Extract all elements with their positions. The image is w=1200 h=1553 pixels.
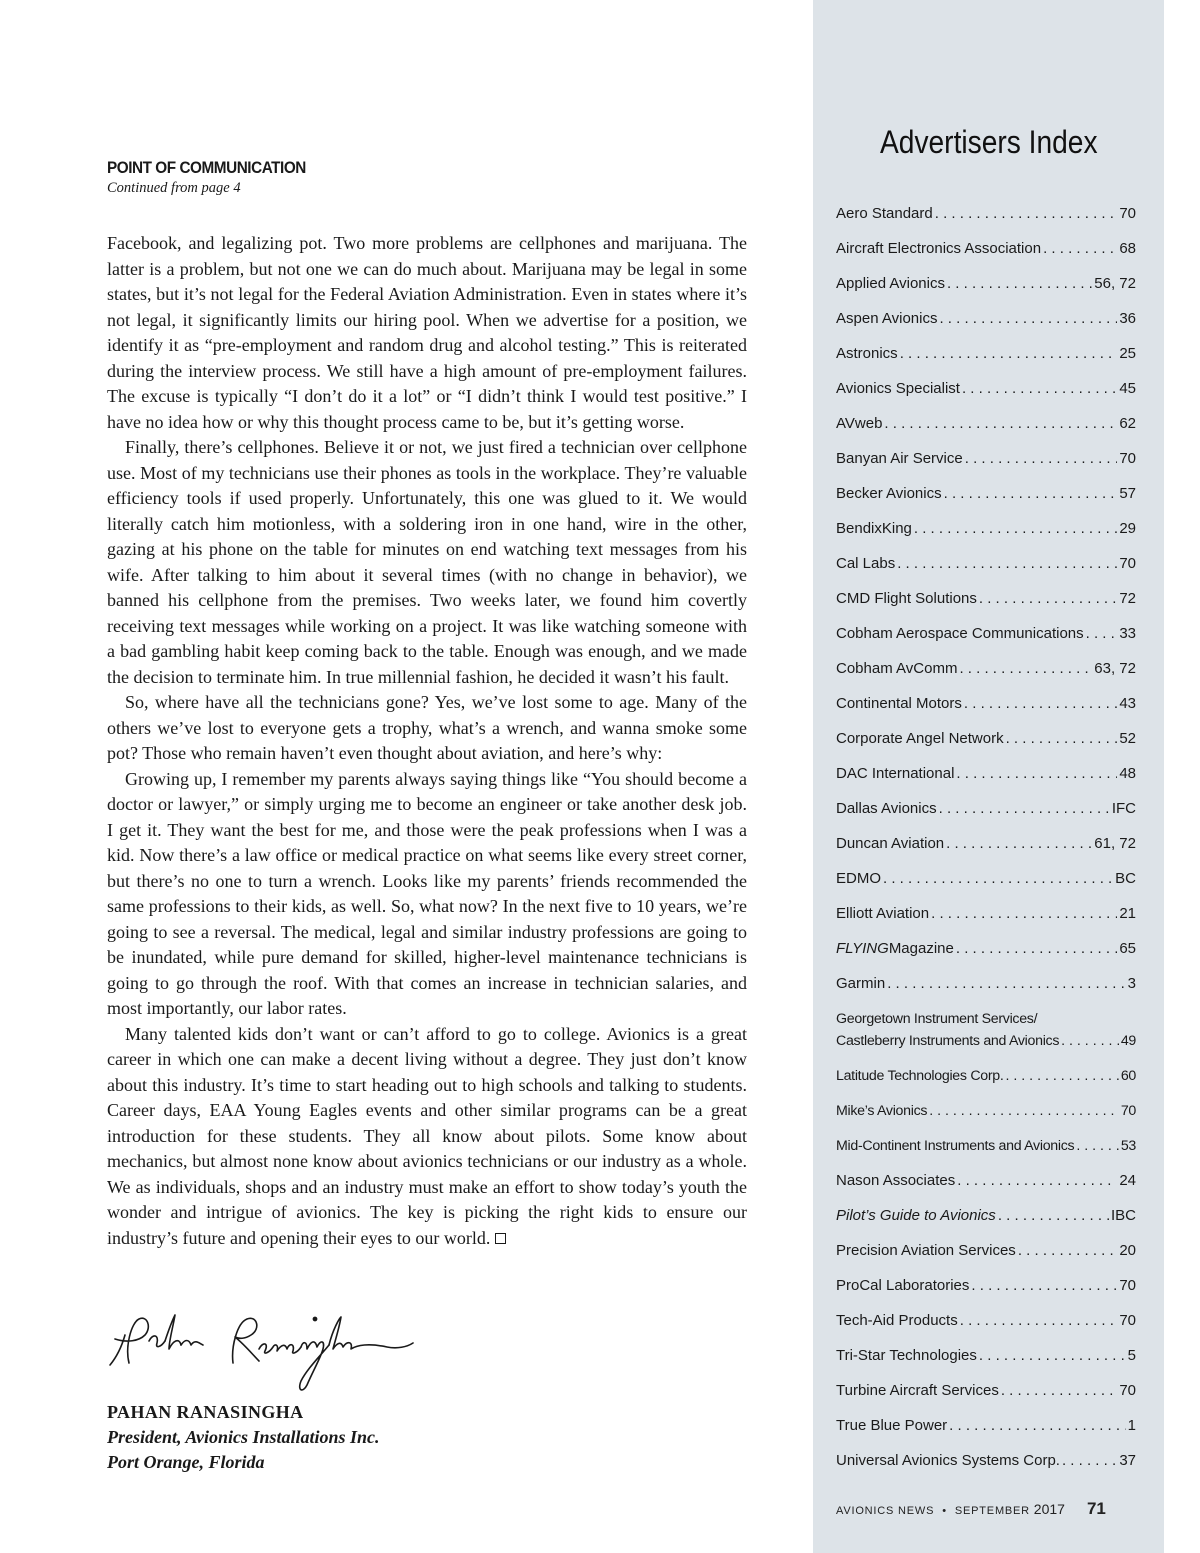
advertiser-entry [836, 1268, 1136, 1303]
advertiser-pages: 37 [1119, 1452, 1136, 1469]
advertiser-entry [836, 1408, 1136, 1443]
advertiser-entry [836, 756, 1136, 791]
advertiser-name: Mid-Continent Instruments and Avionics [836, 1137, 1075, 1154]
advertiser-entry [836, 546, 1136, 581]
signer-title: President, Avionics Installations Inc. [107, 1427, 380, 1447]
advertiser-name: EDMO [836, 870, 881, 887]
advertiser-entry [836, 1163, 1136, 1198]
advertiser-entry [836, 931, 1136, 966]
advertiser-entry [836, 791, 1136, 826]
advertiser-entry [836, 1198, 1136, 1233]
advertiser-name: Tri-Star Technologies [836, 1347, 977, 1364]
advertiser-pages: 65 [1119, 940, 1136, 957]
advertiser-name: Pilot’s Guide to Avionics [836, 1207, 996, 1224]
dot-leader [946, 835, 1092, 852]
dot-leader [949, 1417, 1125, 1434]
advertiser-entry [836, 1128, 1136, 1163]
advertiser-pages: 29 [1119, 520, 1136, 537]
section-label: POINT OF COMMUNICATION [107, 158, 306, 177]
signer-location: Port Orange, Florida [107, 1452, 265, 1472]
advertiser-name: Garmin [836, 975, 886, 992]
signer-name: PAHAN RANASINGHA [107, 1402, 304, 1422]
advertiser-name: Georgetown Instrument Services/ [836, 1010, 1038, 1027]
advertiser-pages: 70 [1119, 1312, 1136, 1329]
advertiser-pages: 45 [1119, 380, 1136, 397]
advertiser-pages: 53 [1120, 1137, 1136, 1154]
advertiser-pages: IFC [1111, 800, 1136, 817]
advertiser-pages: IBC [1110, 1207, 1136, 1224]
dot-leader [939, 800, 1110, 817]
advertiser-entry [836, 1233, 1136, 1268]
advertiser-name: Cobham Aerospace Communications [836, 625, 1084, 642]
advertiser-pages: 70 [1119, 1277, 1136, 1294]
advertiser-pages: 20 [1119, 1242, 1136, 1259]
advertiser-name: Avionics Specialist [836, 380, 960, 397]
dot-leader [883, 870, 1113, 887]
advertiser-pages: 5 [1127, 1347, 1136, 1364]
dot-leader [1086, 625, 1118, 642]
advertiser-entry [836, 301, 1136, 336]
advertiser-name: DAC International [836, 765, 955, 782]
advertiser-pages: 24 [1119, 1172, 1136, 1189]
dot-leader [979, 590, 1117, 607]
advertisers-list [836, 196, 1136, 1478]
article-body [107, 231, 747, 1251]
dot-leader [957, 1172, 1117, 1189]
dot-leader [944, 485, 1118, 502]
advertiser-name: Latitude Technologies Corp. [836, 1067, 1004, 1084]
signature-image [107, 1305, 417, 1400]
dot-leader [1001, 1382, 1117, 1399]
advertiser-pages: 61, 72 [1094, 835, 1136, 852]
advertiser-entry [836, 1338, 1136, 1373]
advertiser-pages: 3 [1127, 975, 1136, 992]
article-paragraph: Facebook, and legalizing pot. Two more problems are cellphones and marijuana. The latter is a problem, but not one we can do much about. Marijuana may be legal in some states, but it’s not legal for the Federal Aviation Administration. Even in states where it’s not legal, it significantly limits our hiring pool. When we advertise for a position, we identify it as “pre-employment and random drug and alcohol testing.” This is reiterated during the interview process. We still have a high amount of pre-employment failures. The excuse is typically “I don’t do it a lot” or “I didn’t think I would test positive.” I have no idea how or why this thought process came to be, but it’s getting worse. [107, 233, 747, 432]
advertiser-entry [836, 616, 1136, 651]
advertiser-pages: 57 [1119, 485, 1136, 502]
advertiser-entry [836, 406, 1136, 441]
dot-leader [956, 765, 1117, 782]
advertiser-name: Becker Avionics [836, 485, 942, 502]
advertiser-entry [836, 1093, 1136, 1128]
advertiser-name: FLYING [836, 940, 889, 957]
advertiser-pages: 43 [1119, 695, 1136, 712]
advertiser-entry [836, 511, 1136, 546]
dot-leader [939, 310, 1117, 327]
issue-year: 2017 [1033, 1501, 1065, 1517]
advertiser-entry [836, 896, 1136, 931]
advertiser-pages: 70 [1119, 1382, 1136, 1399]
advertiser-entry [836, 581, 1136, 616]
dot-leader [947, 275, 1092, 292]
dot-leader [1043, 240, 1117, 257]
dot-leader [1062, 1452, 1117, 1469]
advertiser-entry [836, 336, 1136, 371]
article-paragraph [107, 1022, 747, 1252]
advertiser-pages: 48 [1119, 765, 1136, 782]
article-paragraph: Growing up, I remember my parents always saying things like “You should become a doctor or lawyer,” or simply urging me to become an engineer or take another desk job. I get it. They want the best for me, and those were the peak professions when I was a kid. Now there’s a law office or medical practice on what seems like every street corner, but there’s no one to turn a wrench. Looks like my parents’ friends recommended the same professions to their kids, as well. So, what now? In the next five to 10 years, we’re going to see a reversal. The medical, legal and similar industry professions are going to be inundated, while pure demand for skilled, higher-level maintenance technicians is going to go through the roof. With that comes an increase in technician salaries, and most importantly, our labor rates. [107, 768, 747, 1018]
advertiser-entry [836, 686, 1136, 721]
advertiser-name: Precision Aviation Services [836, 1242, 1016, 1259]
advertiser-pages: 56, 72 [1094, 275, 1136, 292]
dot-leader [962, 380, 1117, 397]
dot-leader [979, 1347, 1126, 1364]
advertiser-entry [836, 861, 1136, 896]
signer-block [107, 1400, 380, 1475]
dot-leader [931, 905, 1117, 922]
advertiser-pages: 25 [1119, 345, 1136, 362]
advertiser-name: Aircraft Electronics Association [836, 240, 1042, 257]
dot-leader [914, 520, 1117, 537]
advertiser-entry [836, 826, 1136, 861]
dot-leader [897, 555, 1117, 572]
article-paragraph-text: Many talented kids don’t want or can’t afford to go to college. Avionics is a great career in which one can make a decent living without a degree. They just don’t know about this industry. It’s time to start heading out to high schools and talking to students. Career days, EAA Young Eagles events and other similar programs can be a great introduction for these students. They all know about pilots. Some know about mechanics, but almost none know about avionics technicians or our industry as a whole. We as individuals, shops and an industry must make an effort to show today’s youth the wonder and intrigue of avionics. The key is picking the right kids to ensure our industry’s future and opening their eyes to our world. [107, 1023, 747, 1248]
publication-name: AVIONICS NEWS [836, 1505, 935, 1517]
advertiser-pages: 33 [1119, 625, 1136, 642]
end-mark-icon [495, 1233, 506, 1244]
advertiser-name: Banyan Air Service [836, 450, 963, 467]
dot-leader [1018, 1242, 1118, 1259]
dot-leader [1061, 1030, 1119, 1052]
advertiser-name: Astronics [836, 345, 898, 362]
advertiser-name: True Blue Power [836, 1417, 948, 1434]
advertiser-name: Mike’s Avionics [836, 1102, 928, 1119]
advertiser-entry [836, 231, 1136, 266]
advertiser-name: Cobham AvComm [836, 660, 958, 677]
advertiser-pages: 70 [1119, 555, 1136, 572]
dot-leader [1006, 730, 1118, 747]
page-footer [836, 1499, 1106, 1519]
advertiser-name: CMD Flight Solutions [836, 590, 977, 607]
advertiser-entry [836, 266, 1136, 301]
advertiser-name: Cal Labs [836, 555, 896, 572]
advertiser-pages: 36 [1119, 310, 1136, 327]
dot-leader [998, 1207, 1109, 1224]
advertiser-name: ProCal Laboratories [836, 1277, 970, 1294]
advertiser-pages: 21 [1119, 905, 1136, 922]
advertiser-name: Continental Motors [836, 695, 962, 712]
advertiser-name-suffix: Magazine [888, 940, 954, 957]
dot-leader [965, 450, 1118, 467]
advertiser-name: Aero Standard [836, 205, 933, 222]
advertiser-entry [836, 196, 1136, 231]
advertiser-entry [836, 441, 1136, 476]
advertiser-name: AVweb [836, 415, 883, 432]
advertisers-index-title: Advertisers Index [880, 124, 1098, 160]
advertiser-name: BendixKing [836, 520, 912, 537]
dot-leader [960, 1312, 1118, 1329]
dot-leader [935, 205, 1118, 222]
advertiser-entry [836, 1373, 1136, 1408]
advertiser-pages: 60 [1120, 1067, 1136, 1084]
dot-leader [971, 1277, 1117, 1294]
dot-leader [1006, 1068, 1119, 1084]
advertiser-entry [836, 1058, 1136, 1093]
advertiser-pages: 70 [1119, 205, 1136, 222]
advertiser-pages: 68 [1119, 240, 1136, 257]
dot-leader [929, 1103, 1119, 1119]
advertiser-name: Applied Avionics [836, 275, 945, 292]
article-column [107, 158, 747, 1251]
advertiser-entry [836, 1443, 1136, 1478]
advertiser-pages: 52 [1119, 730, 1136, 747]
advertiser-pages: 62 [1119, 415, 1136, 432]
advertiser-name: Universal Avionics Systems Corp. [836, 1452, 1060, 1469]
advertiser-entry [836, 371, 1136, 406]
advertiser-pages: 70 [1120, 1102, 1136, 1119]
advertiser-name: Dallas Avionics [836, 800, 937, 817]
bullet-separator: • [942, 1505, 947, 1517]
advertiser-name: Turbine Aircraft Services [836, 1382, 999, 1399]
page-number: 71 [1086, 1499, 1106, 1518]
dot-leader [1076, 1138, 1118, 1154]
advertiser-entry [836, 651, 1136, 686]
advertiser-name: Corporate Angel Network [836, 730, 1004, 747]
advertiser-pages: BC [1115, 870, 1136, 887]
advertiser-entry [836, 1001, 1136, 1058]
advertiser-name: Elliott Aviation [836, 905, 930, 922]
dot-leader [959, 660, 1092, 677]
dot-leader [964, 695, 1117, 712]
continued-note: Continued from page 4 [107, 180, 241, 196]
dot-leader [956, 940, 1117, 957]
advertiser-name: Duncan Aviation [836, 835, 945, 852]
advertiser-entry [836, 721, 1136, 756]
advertiser-pages: 63, 72 [1094, 660, 1136, 677]
article-paragraph: So, where have all the technicians gone? Yes, we’ve lost some to age. Many of the others we’ve lost to everyone gets a trophy, what’s a wrench, and wanna smoke some pot? Those who remain haven’t even thought about aviation, and here’s why: [107, 692, 747, 763]
dot-leader [900, 345, 1118, 362]
advertiser-pages: 49 [1120, 1032, 1136, 1049]
dot-leader [884, 415, 1117, 432]
dot-leader [887, 975, 1125, 992]
advertiser-entry [836, 476, 1136, 511]
advertiser-entry [836, 1303, 1136, 1338]
advertiser-name: Castleberry Instruments and Avionics [836, 1032, 1060, 1049]
advertiser-name: Aspen Avionics [836, 310, 938, 327]
advertiser-entry [836, 966, 1136, 1001]
issue-month: SEPTEMBER [954, 1505, 1030, 1517]
advertiser-pages: 1 [1127, 1417, 1136, 1434]
article-paragraph: Finally, there’s cellphones. Believe it or not, we just fired a technician over cellphone use. Most of my technicians use their phones as tools in the workplace. They’re valuable efficiency tools if used properly. Unfortunately, this one was glued to it. We would literally catch him motionless, with a soldering iron in one hand, wire in the other, gazing at his phone on the table for minutes on end watching text messages from his wife. After talking to him about it several times (with no change in behavior), we banned his cellphone from the premises. Two weeks later, we found him covertly receiving text messages while working on a project. It was like watching someone with a bad gambling habit keep coming back to the table. Enough was enough, and we made the decision to terminate him. In true millennial fashion, he decided it wasn’t his fault. [107, 437, 747, 687]
advertiser-name: Nason Associates [836, 1172, 956, 1189]
advertiser-pages: 72 [1119, 590, 1136, 607]
advertiser-pages: 70 [1119, 450, 1136, 467]
advertiser-name: Tech-Aid Products [836, 1312, 958, 1329]
advertiser-entry-row [836, 1030, 1136, 1052]
